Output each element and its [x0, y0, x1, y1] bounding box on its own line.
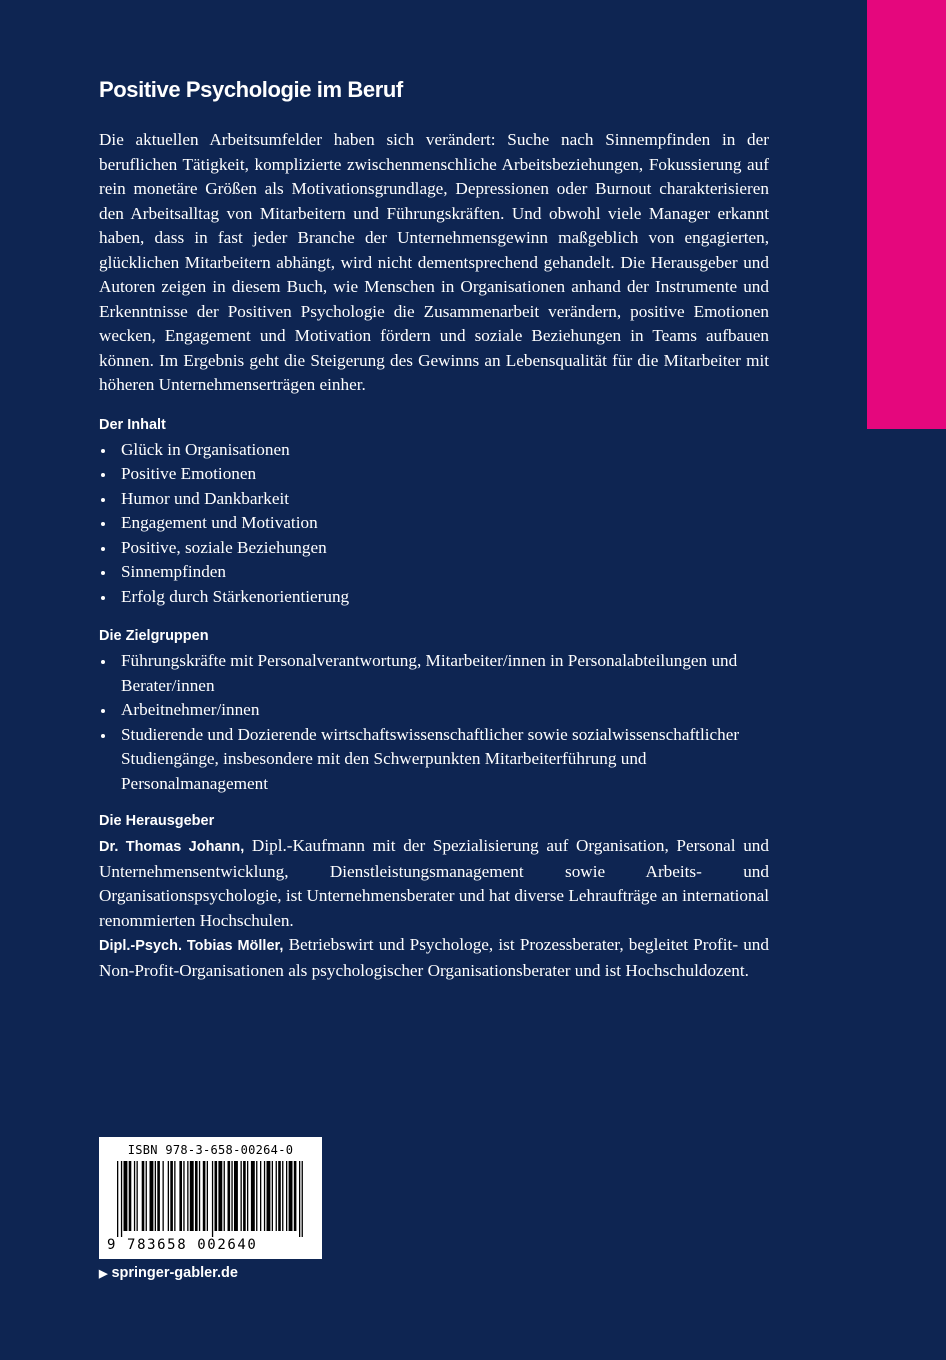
barcode-bar [157, 1161, 160, 1231]
barcode-bar [218, 1161, 222, 1231]
audience-heading: Die Zielgruppen [99, 628, 209, 644]
barcode-bar [241, 1161, 242, 1231]
barcode-bar [294, 1161, 297, 1231]
barcode-bar [247, 1161, 248, 1231]
barcode-bar [276, 1161, 277, 1231]
barcode-bar [187, 1161, 188, 1231]
list-item: Sinnempfinden [99, 560, 769, 585]
barcode-bar [272, 1161, 273, 1231]
accent-color-bar [867, 0, 946, 429]
contents-list [99, 438, 769, 610]
barcode-bar [168, 1161, 169, 1231]
publisher-website[interactable] [99, 1265, 238, 1281]
audience-list [99, 649, 769, 796]
barcode-bar [212, 1161, 213, 1237]
barcode-bar [282, 1161, 283, 1231]
barcode-bar [278, 1161, 281, 1231]
list-item: Positive Emotionen [99, 462, 769, 487]
barcode-bar [260, 1161, 261, 1231]
barcode-bar [228, 1161, 231, 1231]
play-arrow-icon: ▶ [99, 1267, 108, 1280]
barcode-bar [234, 1161, 238, 1231]
barcode-bar [129, 1161, 132, 1231]
list-item: Arbeitnehmer/innen [99, 698, 769, 723]
barcode-bar [199, 1161, 200, 1231]
barcode-bar [215, 1161, 218, 1231]
editor-bio [99, 834, 769, 933]
barcode-bar [124, 1161, 128, 1231]
book-title: Positive Psychologie im Beruf [99, 77, 403, 102]
contents-heading: Der Inhalt [99, 416, 166, 433]
back-cover-text [99, 76, 769, 983]
list-item: Positive, soziale Beziehungen [99, 536, 769, 561]
barcode-bar [286, 1161, 287, 1231]
website-link[interactable]: springer-gabler.de [111, 1265, 238, 1281]
barcode-bar [289, 1161, 293, 1231]
barcode-bar [150, 1161, 154, 1231]
barcode-bar [299, 1161, 300, 1237]
barcode-bar [174, 1161, 175, 1231]
barcode-bar [207, 1161, 208, 1231]
barcode-bar [183, 1161, 184, 1231]
barcode-bar [170, 1161, 173, 1231]
isbn-digits: 9 783658 002640 [107, 1237, 258, 1253]
barcode-bar [190, 1161, 194, 1231]
barcode-bar [231, 1161, 232, 1231]
barcode-bar [142, 1161, 145, 1231]
editor-description: Dipl.-Kaufmann mit der Spezialisierung auf Organisation, Personal und Unternehmensentwicklung, Dienstleistungsmanagement sowie Arbeits- und Organisationspsychologie, ist Unternehmensberater und hat diverse Lehraufträge an international renommierten Hochschulen. [99, 836, 769, 930]
barcode-bar [137, 1161, 138, 1231]
list-item: Führungskräfte mit Personalverantwortung, Mitarbeiter/innen in Personalabteilungen und Berater/innen [99, 649, 769, 698]
barcode-bar [256, 1161, 257, 1231]
list-item: Engagement und Motivation [99, 511, 769, 536]
isbn-barcode [99, 1137, 322, 1259]
editors-heading: Die Herausgeber [99, 813, 215, 829]
editor-name: Dr. Thomas Johann, [99, 839, 245, 855]
editor-bio [99, 933, 769, 983]
barcode-bar [155, 1161, 156, 1231]
barcode-bar [195, 1161, 198, 1231]
list-item: Glück in Organisationen [99, 438, 769, 463]
barcode-bar [134, 1161, 135, 1231]
barcode-bar [224, 1161, 225, 1231]
list-item: Humor und Dankbarkeit [99, 487, 769, 512]
list-item: Studierende und Dozierende wirtschaftswissenschaftlicher sowie sozialwissenschaftlicher Studiengänge, insbesondere mit den Schwerpunkten Mitarbeiterführung und Personalmanagement [99, 723, 769, 797]
barcode-bar [203, 1161, 206, 1231]
barcode-bar [243, 1161, 246, 1231]
barcode-bar [251, 1161, 255, 1231]
barcode-bar [264, 1161, 265, 1231]
barcode-bar [267, 1161, 271, 1231]
intro-paragraph: Die aktuellen Arbeitsumfelder haben sich verändert: Suche nach Sinnempfinden in der beruflichen Tätigkeit, komplizierte zwischenmenschliche Arbeitsbeziehungen, Fokussierung auf rein monetäre Größen als Motivationsgrundlage, Depressionen oder Burnout charakterisieren den Arbeitsalltag von Mitarbeitern und Führungskräften. Und obwohl viele Manager erkannt haben, dass in fast jeder Branche der Unternehmensgewinn maßgeblich von engagierten, glücklichen Mitarbeitern abhängt, wird nicht dementsprechend gehandelt. Die Herausgeber und Autoren zeigen in diesem Buch, wie Menschen in Organisationen anhand der Instrumente und Erkenntnisse der Positiven Psychologie die Zusammenarbeit verändern, positive Emotionen wecken, Engagement und Motivation fördern und soziale Beziehungen in Teams aufbauen können. Im Ergebnis geht die Steigerung des Gewinns an Lebensqualität für die Mitarbeiter mit höheren Unternehmenserträgen einher. [99, 130, 769, 394]
barcode-bar [117, 1161, 118, 1237]
barcode-bar [163, 1161, 164, 1231]
editor-description: Betriebswirt und Psychologe, ist Prozessberater, begleitet Profit- und Non-Profit-Organisationen als psychologischer Organisationsberater und ist Hochschuldozent. [99, 935, 769, 980]
barcode-bar [179, 1161, 182, 1231]
barcode-bar [146, 1161, 147, 1231]
barcode-icon [99, 1161, 322, 1237]
isbn-label: ISBN 978-3-658-00264-0 [127, 1143, 294, 1157]
editor-name: Dipl.-Psych. Tobias Möller, [99, 938, 284, 954]
list-item: Erfolg durch Stärkenorientierung [99, 585, 769, 610]
barcode-bar [302, 1161, 303, 1237]
barcode-bar [121, 1161, 122, 1237]
